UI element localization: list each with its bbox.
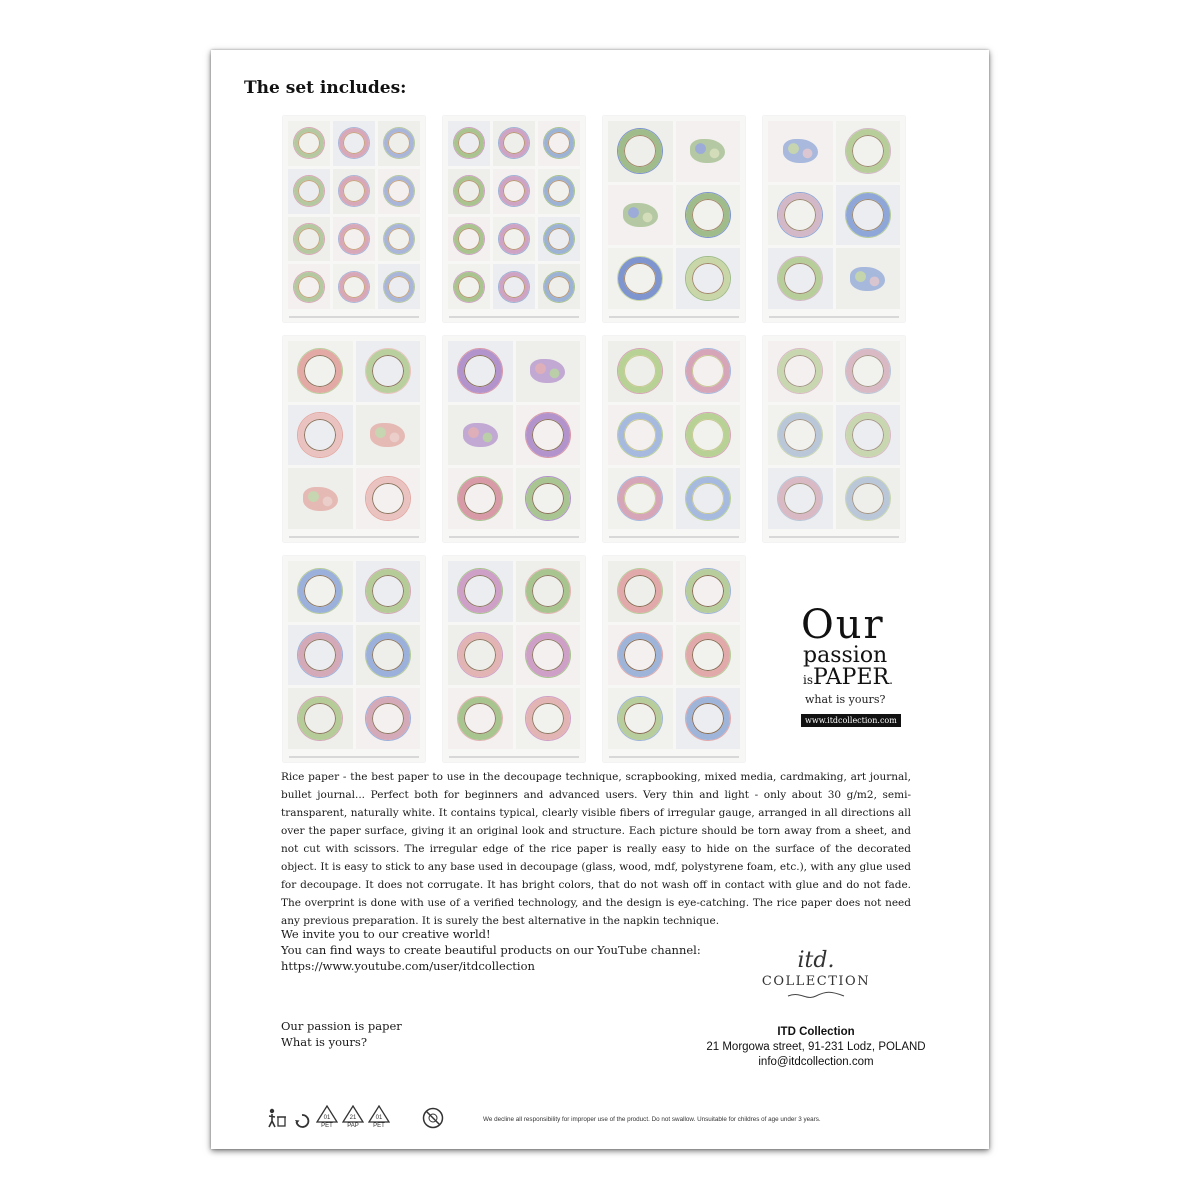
floral-wreath-icon — [458, 349, 502, 393]
recycling-code-number: 21 — [349, 1115, 357, 1121]
wreath-motif — [608, 625, 673, 686]
sheet-caption-line — [609, 756, 739, 758]
wreath-motif — [768, 468, 833, 529]
wreath-motif — [448, 169, 490, 214]
wreath-motif — [516, 688, 581, 749]
wreath-motif — [608, 185, 673, 246]
wreath-motif — [378, 264, 420, 309]
wreath-sheet-thumbnail — [283, 336, 425, 542]
floral-wreath-icon — [294, 272, 324, 302]
floral-wreath-icon — [686, 569, 730, 613]
invite-block — [281, 926, 701, 974]
wreath-motif — [676, 185, 741, 246]
floral-wreath-icon — [544, 272, 574, 302]
wreath-motif — [288, 217, 330, 262]
floral-wreath-icon — [846, 193, 890, 237]
wreath-motif — [516, 468, 581, 529]
floral-wreath-icon — [298, 569, 342, 613]
wreath-motif — [836, 405, 901, 466]
wreath-motif — [448, 264, 490, 309]
motto-line-1: Our passion is paper — [281, 1019, 402, 1033]
floral-wreath-icon — [366, 633, 410, 677]
floral-wreath-icon — [458, 697, 502, 741]
floral-wreath-icon — [686, 193, 730, 237]
wreath-sheet-thumbnail — [443, 116, 585, 322]
floral-wreath-icon — [339, 128, 369, 158]
itd-collection-logo — [741, 950, 891, 1001]
recycling-code — [368, 1105, 390, 1129]
wreath-sheet-thumbnail — [603, 336, 745, 542]
floral-wreath-icon — [384, 128, 414, 158]
wreath-motif — [493, 217, 535, 262]
floral-wreath-icon — [298, 697, 342, 741]
floral-wreath-icon — [618, 349, 662, 393]
wreath-motif — [356, 561, 421, 622]
floral-wreath-icon — [526, 413, 570, 457]
wreath-motif — [676, 341, 741, 402]
floral-wreath-icon — [686, 697, 730, 741]
floral-wreath-icon — [846, 477, 890, 521]
recycling-code-label: PET — [373, 1123, 385, 1129]
brand-line-what-is-yours: what is yours? — [805, 693, 886, 706]
floral-wreath-icon — [458, 633, 502, 677]
wreath-motif — [356, 625, 421, 686]
floral-wreath-icon — [778, 349, 822, 393]
wreath-motif — [676, 248, 741, 309]
wreath-motif — [333, 169, 375, 214]
wreath-motif — [378, 217, 420, 262]
wreath-motif — [516, 561, 581, 622]
flower-sprig-icon — [690, 139, 725, 163]
wreath-motif — [516, 341, 581, 402]
wreath-motif — [676, 688, 741, 749]
wreath-motif — [448, 217, 490, 262]
wreath-motif — [516, 405, 581, 466]
flower-sprig-icon — [623, 203, 658, 227]
floral-wreath-icon — [339, 224, 369, 254]
wreath-motif — [448, 688, 513, 749]
company-email[interactable]: info@itdcollection.com — [758, 1056, 874, 1068]
set-includes-heading: The set includes: — [244, 78, 407, 98]
recycling-triangle-icon — [342, 1105, 364, 1123]
brand-is: is — [803, 673, 813, 687]
flower-sprig-icon — [530, 359, 565, 383]
floral-wreath-icon — [686, 477, 730, 521]
sheet-caption-line — [609, 316, 739, 318]
floral-wreath-icon — [526, 569, 570, 613]
floral-wreath-icon — [366, 477, 410, 521]
wreath-motif — [288, 688, 353, 749]
wreath-motif — [768, 405, 833, 466]
wreath-motif — [333, 217, 375, 262]
sheet-caption-line — [449, 756, 579, 758]
brand-line-passion: passion — [803, 643, 888, 668]
wreath-motif — [768, 121, 833, 182]
floral-wreath-icon — [294, 224, 324, 254]
wreath-motif — [356, 688, 421, 749]
wreath-sheet-thumbnail — [603, 116, 745, 322]
logo-script: itd. — [797, 948, 835, 973]
wreath-motif — [448, 625, 513, 686]
brand-period: . — [889, 673, 893, 687]
wreath-motif — [448, 341, 513, 402]
wreath-motif — [676, 121, 741, 182]
floral-wreath-icon — [454, 176, 484, 206]
wreath-motif — [676, 405, 741, 466]
product-sheet — [211, 50, 989, 1149]
recycling-code — [316, 1105, 338, 1129]
wreath-motif — [538, 217, 580, 262]
flower-sprig-icon — [783, 139, 818, 163]
wreath-motif — [378, 169, 420, 214]
floral-wreath-icon — [458, 569, 502, 613]
logo-flourish-icon — [786, 991, 846, 1001]
brand-line-is-paper — [803, 667, 911, 691]
sheet-caption-line — [769, 316, 899, 318]
floral-wreath-icon — [294, 176, 324, 206]
sheet-caption-line — [769, 536, 899, 538]
wreath-sheet-thumbnail — [763, 336, 905, 542]
floral-wreath-icon — [618, 129, 662, 173]
recycle-arrow-icon — [294, 1113, 310, 1129]
wreath-sheet-thumbnail — [283, 116, 425, 322]
recycling-code-number: 01 — [375, 1115, 383, 1121]
sheet-caption-line — [449, 536, 579, 538]
wreath-motif — [288, 121, 330, 166]
sheet-caption-line — [289, 316, 419, 318]
wreath-motif — [676, 468, 741, 529]
brand-line-our: Our — [801, 602, 885, 648]
wreath-sheet-thumbnail — [763, 116, 905, 322]
brand-url-badge[interactable]: www.itdcollection.com — [801, 714, 901, 727]
passion-brand-block — [801, 602, 911, 727]
floral-wreath-icon — [339, 176, 369, 206]
invite-line-1: We invite you to our creative world! — [281, 927, 491, 941]
floral-wreath-icon — [366, 349, 410, 393]
wreath-sheet-thumbnail — [603, 556, 745, 762]
wreath-motif — [378, 121, 420, 166]
wreath-motif — [448, 468, 513, 529]
recycling-code — [342, 1105, 364, 1129]
floral-wreath-icon — [618, 257, 662, 301]
safety-icons-row — [266, 1105, 444, 1129]
flower-sprig-icon — [850, 267, 885, 291]
floral-wreath-icon — [778, 477, 822, 521]
motto-line-2: What is yours? — [281, 1035, 367, 1049]
no-small-children-icon — [422, 1107, 444, 1129]
floral-wreath-icon — [298, 633, 342, 677]
sheet-caption-line — [449, 316, 579, 318]
wreath-motif — [538, 264, 580, 309]
wreath-motif — [608, 341, 673, 402]
wreath-motif — [608, 248, 673, 309]
floral-wreath-icon — [526, 633, 570, 677]
product-description: Rice paper - the best paper to use in the decoupage technique, scrapbooking, mixed media, cardmaking, art journal, bullet journal... Perfect both for beginners and advanced users. Very thin and light - only about 30 g/m2, semi-transparent, naturally white. It contains typical, clearly visible fibers of irregular gauge, arranged in all directions all over the paper surface, giving it an original look and structure. Each picture should be torn away from a sheet, and not cut with scissors. The irregular edge of the rice paper is really easy to hide on the surface of the decorated object. It is easy to stick to any base used in decoupage (glass, wood, mdf, polystyrene foam, etc.), with any glue used for decoupage. It does not corrugate. It has bright colors, that do not wash off in contact with glue and do not fade. The overprint is done with use of a verified technology, and the design is eye-catching. The rice paper does not need any previous preparation. It is surely the best alternative in the napkin technique. — [281, 771, 911, 927]
floral-wreath-icon — [686, 413, 730, 457]
wreath-motif — [288, 264, 330, 309]
floral-wreath-icon — [499, 272, 529, 302]
wreath-motif — [333, 121, 375, 166]
contact-block — [691, 1025, 941, 1070]
wreath-motif — [333, 264, 375, 309]
floral-wreath-icon — [499, 128, 529, 158]
floral-wreath-icon — [458, 477, 502, 521]
floral-wreath-icon — [846, 413, 890, 457]
wreath-motif — [608, 121, 673, 182]
floral-wreath-icon — [618, 569, 662, 613]
wreath-motif — [676, 561, 741, 622]
company-address: 21 Morgowa street, 91-231 Lodz, POLAND — [706, 1041, 926, 1053]
logo-word: COLLECTION — [761, 974, 871, 989]
floral-wreath-icon — [339, 272, 369, 302]
wreath-sheet-thumbnail — [443, 556, 585, 762]
wreath-motif — [768, 248, 833, 309]
floral-wreath-icon — [454, 128, 484, 158]
floral-wreath-icon — [618, 633, 662, 677]
wreath-motif — [768, 341, 833, 402]
tidyman-bin-icon — [266, 1107, 288, 1129]
wreath-motif — [608, 688, 673, 749]
floral-wreath-icon — [366, 697, 410, 741]
floral-wreath-icon — [499, 224, 529, 254]
wreath-motif — [538, 169, 580, 214]
wreath-sheet-thumbnail — [443, 336, 585, 542]
wreath-motif — [493, 169, 535, 214]
wreath-motif — [288, 561, 353, 622]
wreath-motif — [288, 468, 353, 529]
wreath-motif — [676, 625, 741, 686]
wreath-motif — [356, 405, 421, 466]
wreath-motif — [836, 341, 901, 402]
floral-wreath-icon — [384, 224, 414, 254]
floral-wreath-icon — [686, 633, 730, 677]
wreath-motif — [288, 341, 353, 402]
wreath-motif — [836, 185, 901, 246]
floral-wreath-icon — [294, 128, 324, 158]
floral-wreath-icon — [544, 128, 574, 158]
recycling-code-label: PAP — [347, 1123, 359, 1129]
wreath-motif — [448, 121, 490, 166]
floral-wreath-icon — [366, 569, 410, 613]
wreath-motif — [836, 468, 901, 529]
wreath-sheet-thumbnail — [283, 556, 425, 762]
safety-disclaimer: We decline all responsibility for improper use of the product. Do not swallow. Unsuitable for childres of age under 3 years. — [483, 1116, 821, 1123]
floral-wreath-icon — [544, 176, 574, 206]
youtube-link[interactable]: https://www.youtube.com/user/itdcollection — [281, 959, 535, 973]
wreath-motif — [538, 121, 580, 166]
floral-wreath-icon — [454, 224, 484, 254]
wreath-motif — [608, 561, 673, 622]
floral-wreath-icon — [778, 413, 822, 457]
floral-wreath-icon — [778, 193, 822, 237]
floral-wreath-icon — [846, 349, 890, 393]
wreath-motif — [448, 561, 513, 622]
wreath-motif — [356, 341, 421, 402]
floral-wreath-icon — [384, 272, 414, 302]
wreath-motif — [493, 121, 535, 166]
floral-wreath-icon — [618, 477, 662, 521]
invite-line-2: You can find ways to create beautiful products on our YouTube channel: — [281, 943, 701, 957]
floral-wreath-icon — [778, 257, 822, 301]
wreath-motif — [288, 169, 330, 214]
floral-wreath-icon — [618, 697, 662, 741]
brand-paper: PAPER — [813, 665, 890, 690]
company-name: ITD Collection — [777, 1026, 855, 1038]
floral-wreath-icon — [526, 477, 570, 521]
recycling-codes — [316, 1105, 390, 1129]
wreath-motif — [288, 625, 353, 686]
wreath-motif — [356, 468, 421, 529]
floral-wreath-icon — [526, 697, 570, 741]
floral-wreath-icon — [384, 176, 414, 206]
floral-wreath-icon — [298, 413, 342, 457]
flower-sprig-icon — [370, 423, 405, 447]
wreath-motif — [608, 405, 673, 466]
floral-wreath-icon — [686, 349, 730, 393]
recycling-code-label: PET — [321, 1123, 333, 1129]
floral-wreath-icon — [846, 129, 890, 173]
sheet-caption-line — [609, 536, 739, 538]
sheet-caption-line — [289, 756, 419, 758]
wreath-motif — [836, 121, 901, 182]
floral-wreath-icon — [454, 272, 484, 302]
wreath-motif — [493, 264, 535, 309]
floral-wreath-icon — [686, 257, 730, 301]
recycling-triangle-icon — [316, 1105, 338, 1123]
wreath-motif — [836, 248, 901, 309]
flower-sprig-icon — [303, 487, 338, 511]
flower-sprig-icon — [463, 423, 498, 447]
floral-wreath-icon — [499, 176, 529, 206]
wreath-motif — [288, 405, 353, 466]
floral-wreath-icon — [298, 349, 342, 393]
motto-block — [281, 1018, 402, 1050]
wreath-motif — [516, 625, 581, 686]
floral-wreath-icon — [618, 413, 662, 457]
recycling-code-number: 01 — [323, 1115, 331, 1121]
sheet-caption-line — [289, 536, 419, 538]
wreath-motif — [768, 185, 833, 246]
floral-wreath-icon — [544, 224, 574, 254]
wreath-motif — [608, 468, 673, 529]
wreath-motif — [448, 405, 513, 466]
recycling-triangle-icon — [368, 1105, 390, 1123]
